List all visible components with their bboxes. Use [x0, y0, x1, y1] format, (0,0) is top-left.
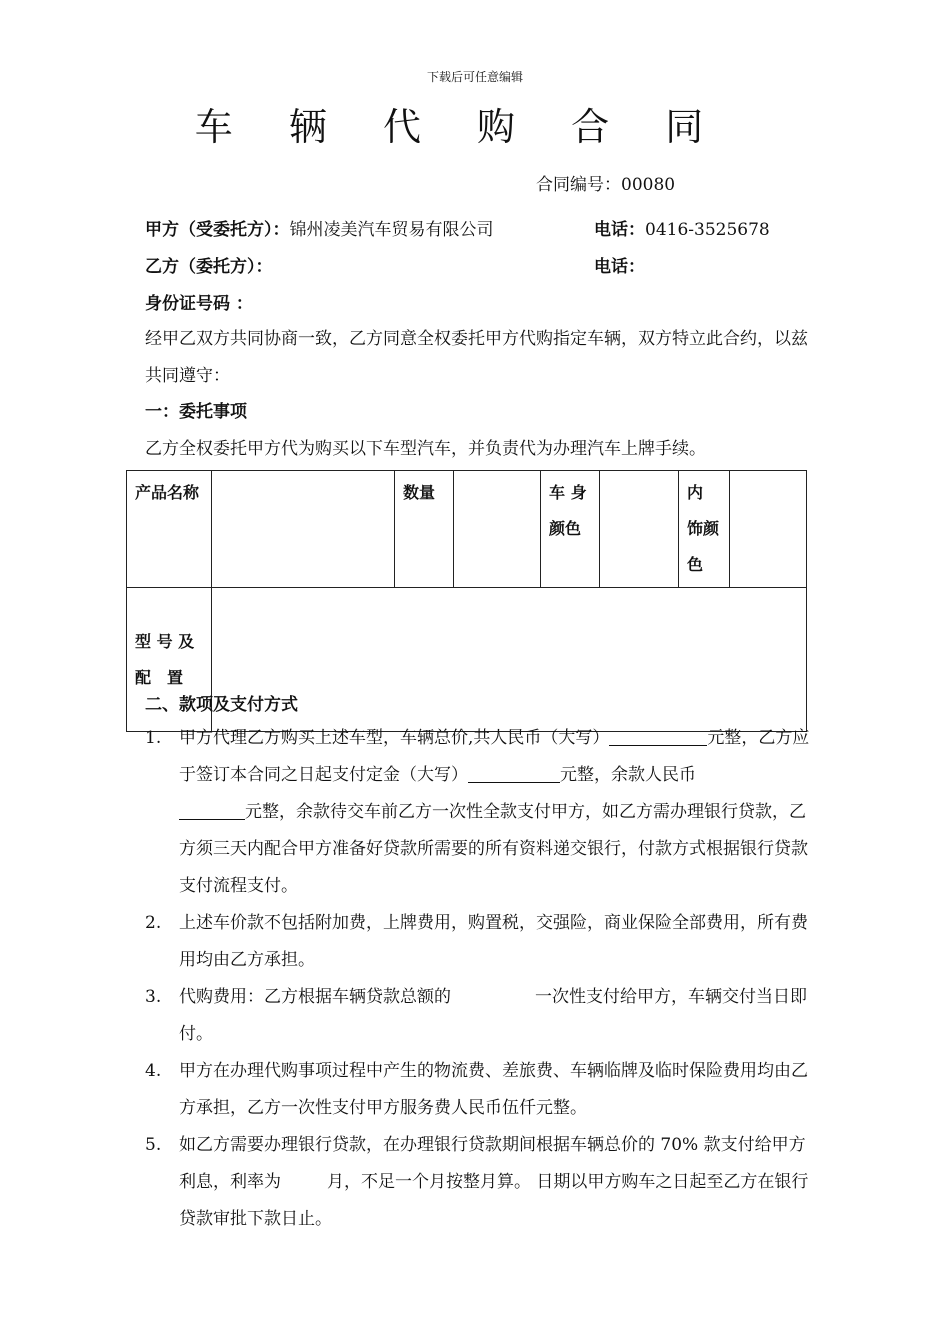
item-number: 1. — [145, 728, 162, 748]
item-number: 4. — [145, 1061, 162, 1081]
item-text: 月，不足一个月按整月算。 日期以甲方购车之日起至乙方在银行贷款审批下款日止。 — [179, 1172, 809, 1229]
product-name-cell[interactable] — [212, 471, 395, 588]
list-item — [145, 1127, 810, 1238]
party-b-label: 乙方（委托方）： — [145, 257, 273, 277]
item-text: 上述车价款不包括附加费，上牌费用，购置税，交强险，商业保险全部费用，所有费用均由乙方承担。 — [179, 913, 808, 970]
header-note: 下载后可任意编辑 — [426, 70, 523, 84]
payment-terms-list — [145, 720, 810, 1238]
balance-blank[interactable] — [179, 802, 245, 820]
page-title: 车 辆 代 购 合 同 — [194, 105, 726, 149]
party-a-phone-label: 电话： — [594, 220, 645, 240]
contract-number: 合同编号：00080 — [536, 175, 676, 195]
item-text: 代购费用：乙方根据车辆贷款总额的 — [179, 987, 451, 1007]
section2-heading: 二、款项及支付方式 — [145, 695, 298, 715]
item-number: 5. — [145, 1135, 162, 1155]
section1-heading: 一：委托事项 — [145, 402, 247, 422]
quantity-label: 数量 — [395, 471, 454, 588]
item-number: 3. — [145, 987, 162, 1007]
item-text: 元整，余款待交车前乙方一次性全款支付甲方，如乙方需办理银行贷款，乙方须三天内配合甲方准备好贷款所需要的所有资料递交银行，付款方式根据银行贷款支付流程支付。 — [179, 802, 808, 896]
item-text: 如乙方需要办理银行贷款，在办理银行贷款期间根据车辆总价的 70% 款支付给甲方利息，利率为 — [179, 1135, 806, 1192]
body-color-label: 车 身颜色 — [541, 471, 600, 588]
body-color-cell[interactable] — [600, 471, 679, 588]
product-name-label: 产品名称 — [127, 471, 212, 588]
list-item — [145, 979, 810, 1053]
party-a-line — [145, 212, 494, 248]
section1-text: 乙方全权委托甲方代为购买以下车型汽车，并负责代为办理汽车上牌手续。 — [145, 439, 706, 459]
intro-paragraph: 经甲乙双方共同协商一致，乙方同意全权委托甲方代购指定车辆，双方特立此合约，以兹共同遵守： — [145, 329, 808, 386]
item-text: 一次性支付给甲方，车辆交付当日即付。 — [179, 987, 807, 1044]
quantity-cell[interactable] — [454, 471, 541, 588]
item-text: 元整，余款人民币 — [560, 765, 696, 785]
item-text: 甲方代理乙方购买上述车型，车辆总价,共人民币（大写） — [179, 728, 610, 748]
list-item — [145, 905, 810, 979]
id-number-label: 身份证号码 ： — [145, 294, 253, 314]
item-number: 2. — [145, 913, 162, 933]
list-item — [145, 1053, 810, 1127]
party-a-label: 甲方（受委托方）： — [145, 220, 290, 240]
party-a-phone-line — [594, 212, 770, 248]
interior-color-cell[interactable] — [730, 471, 807, 588]
deposit-blank[interactable] — [468, 765, 560, 783]
party-b-phone-label: 电话： — [594, 257, 645, 277]
party-a-name: 锦州凌美汽车贸易有限公司 — [289, 220, 494, 240]
model-config-cell[interactable] — [212, 588, 807, 732]
item-text: 元整，乙方应于签订本合同之日起支付定金（大写） — [179, 728, 810, 785]
list-item — [145, 720, 810, 905]
interior-color-label: 内 饰颜色 — [679, 471, 730, 588]
amount-blank[interactable] — [609, 728, 707, 746]
model-config-label: 型 号 及配 置 — [127, 588, 212, 732]
party-a-phone: 0416-3525678 — [645, 220, 770, 240]
item-text: 甲方在办理代购事项过程中产生的物流费、差旅费、车辆临牌及临时保险费用均由乙方承担，乙方一次性支付甲方服务费人民币伍仟元整。 — [179, 1061, 808, 1118]
